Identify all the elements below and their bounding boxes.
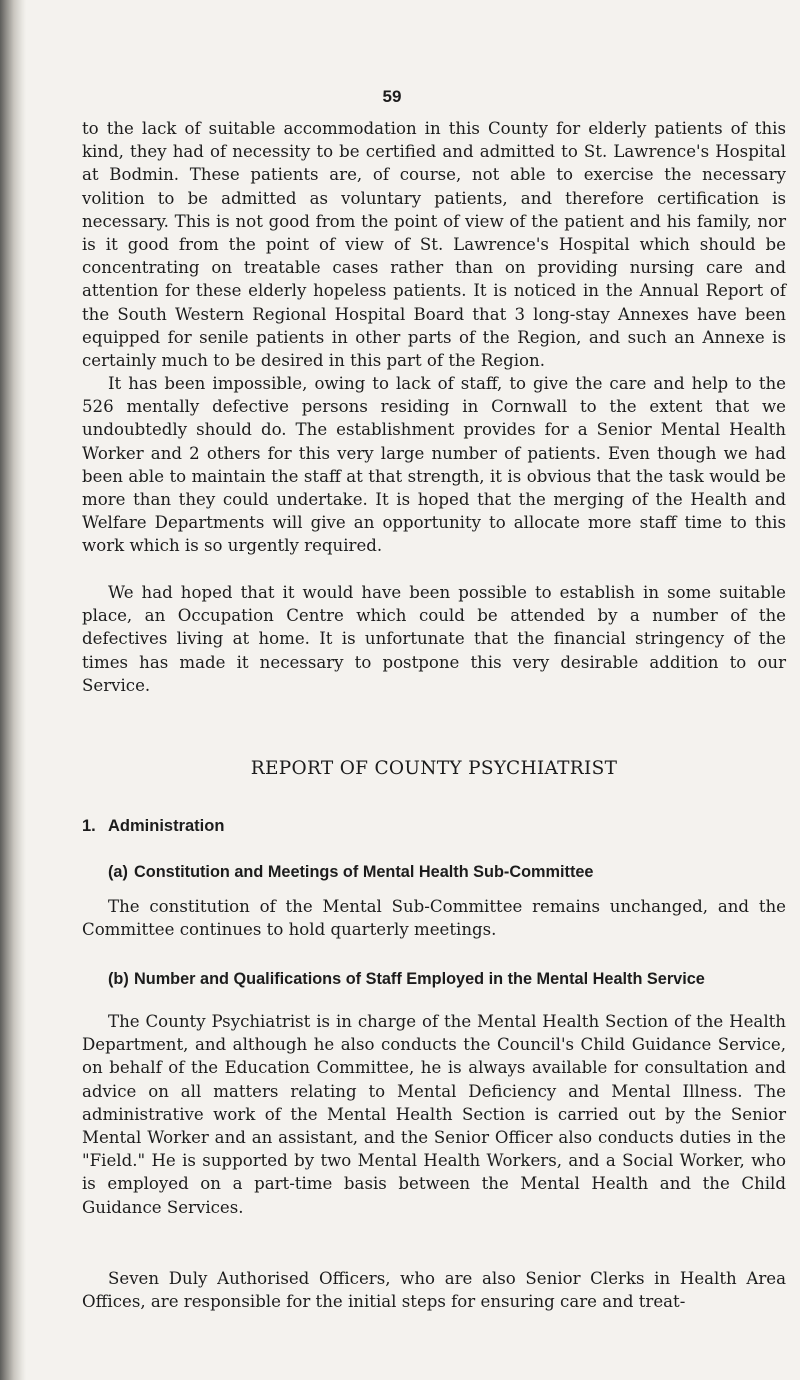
paragraph-occupation-centre: We had hoped that it would have been possible to establish in some suitable place, an Occupation Centre which could be attended by a number of the defectives living at home. It is unfortunate that the financial stringency of the times has made it necessary to postpone this very desirable addition to our Service. xyxy=(82,583,786,695)
paragraph-constitution: The constitution of the Mental Sub-Committee remains unchanged, and the Committee continues to hold quarterly meetings. xyxy=(82,897,786,940)
subsection-heading-a xyxy=(108,861,788,884)
section-heading-administration xyxy=(82,817,224,836)
subsection-title-a: Constitution and Meetings of Mental Health Sub-Committee xyxy=(134,863,594,881)
subsection-title-b: Number and Qualifications of Staff Employed in the Mental Health Service xyxy=(134,970,705,988)
book-spine-shadow xyxy=(0,0,26,1380)
section-number: 1. xyxy=(82,817,96,835)
paragraph-staff-shortage: It has been impossible, owing to lack of staff, to give the care and help to the 526 mentally defective persons residing in Cornwall to the extent that we undoubtedly should do. The establishment provides for a Senior Mental Health Worker and 2 others for this very large number of patients. Even though we had been able to maintain the staff at that strength, it is obvious that the task would be more than they could undertake. It is hoped that the merging of the Health and Welfare Departments will give an opportunity to allocate more staff time to this work which is so urgently required. xyxy=(82,374,786,556)
paragraph-elderly-patients: to the lack of suitable accommodation in this County for elderly patients of this kind, they had of necessity to be certified and admitted to St. Lawrence's Hospital at Bodmin. These patients are, of course, not able to exercise the necessary volition to be admitted as voluntary patients, and therefore certification is necessary. This is not good from the point of view of the patient and his family, nor is it good from the point of view of St. Lawrence's Hospital which should be concentrating on treatable cases rather than on providing nursing care and attention for these elderly hopeless patients. It is noticed in the Annual Report of the South Western Regional Hospital Board that 3 long-stay Annexes have been equipped for senile patients in other parts of the Region, and such an Annexe is certainly much to be desired in this part of the Region. xyxy=(82,119,786,371)
subsection-label-b: (b) xyxy=(108,970,129,988)
section-title: Administration xyxy=(107,817,225,835)
report-title: REPORT OF COUNTY PSYCHIATRIST xyxy=(250,758,618,779)
subsection-heading-b xyxy=(108,968,788,991)
paragraph-duly-authorised-officers: Seven Duly Authorised Officers, who are also Senior Clerks in Health Area Offices, are responsible for the initial steps for ensuring care and treat- xyxy=(82,1269,786,1312)
paragraph-county-psychiatrist: The County Psychiatrist is in charge of the Mental Health Section of the Health Department, and although he also conducts the Council's Child Guidance Service, on behalf of the Education Committee, he is always available for consultation and advice on all matters relating to Mental Deficiency and Mental Illness. The administrative work of the Mental Health Section is carried out by the Senior Mental Worker and an assistant, and the Senior Officer also conducts duties in the "Field." He is supported by two Mental Health Workers, and a Social Worker, who is employed on a part-time basis between the Mental Health and the Child Guidance Services. xyxy=(82,1012,786,1217)
page-number: 59 xyxy=(382,87,402,106)
subsection-label-a: (a) xyxy=(108,863,128,881)
